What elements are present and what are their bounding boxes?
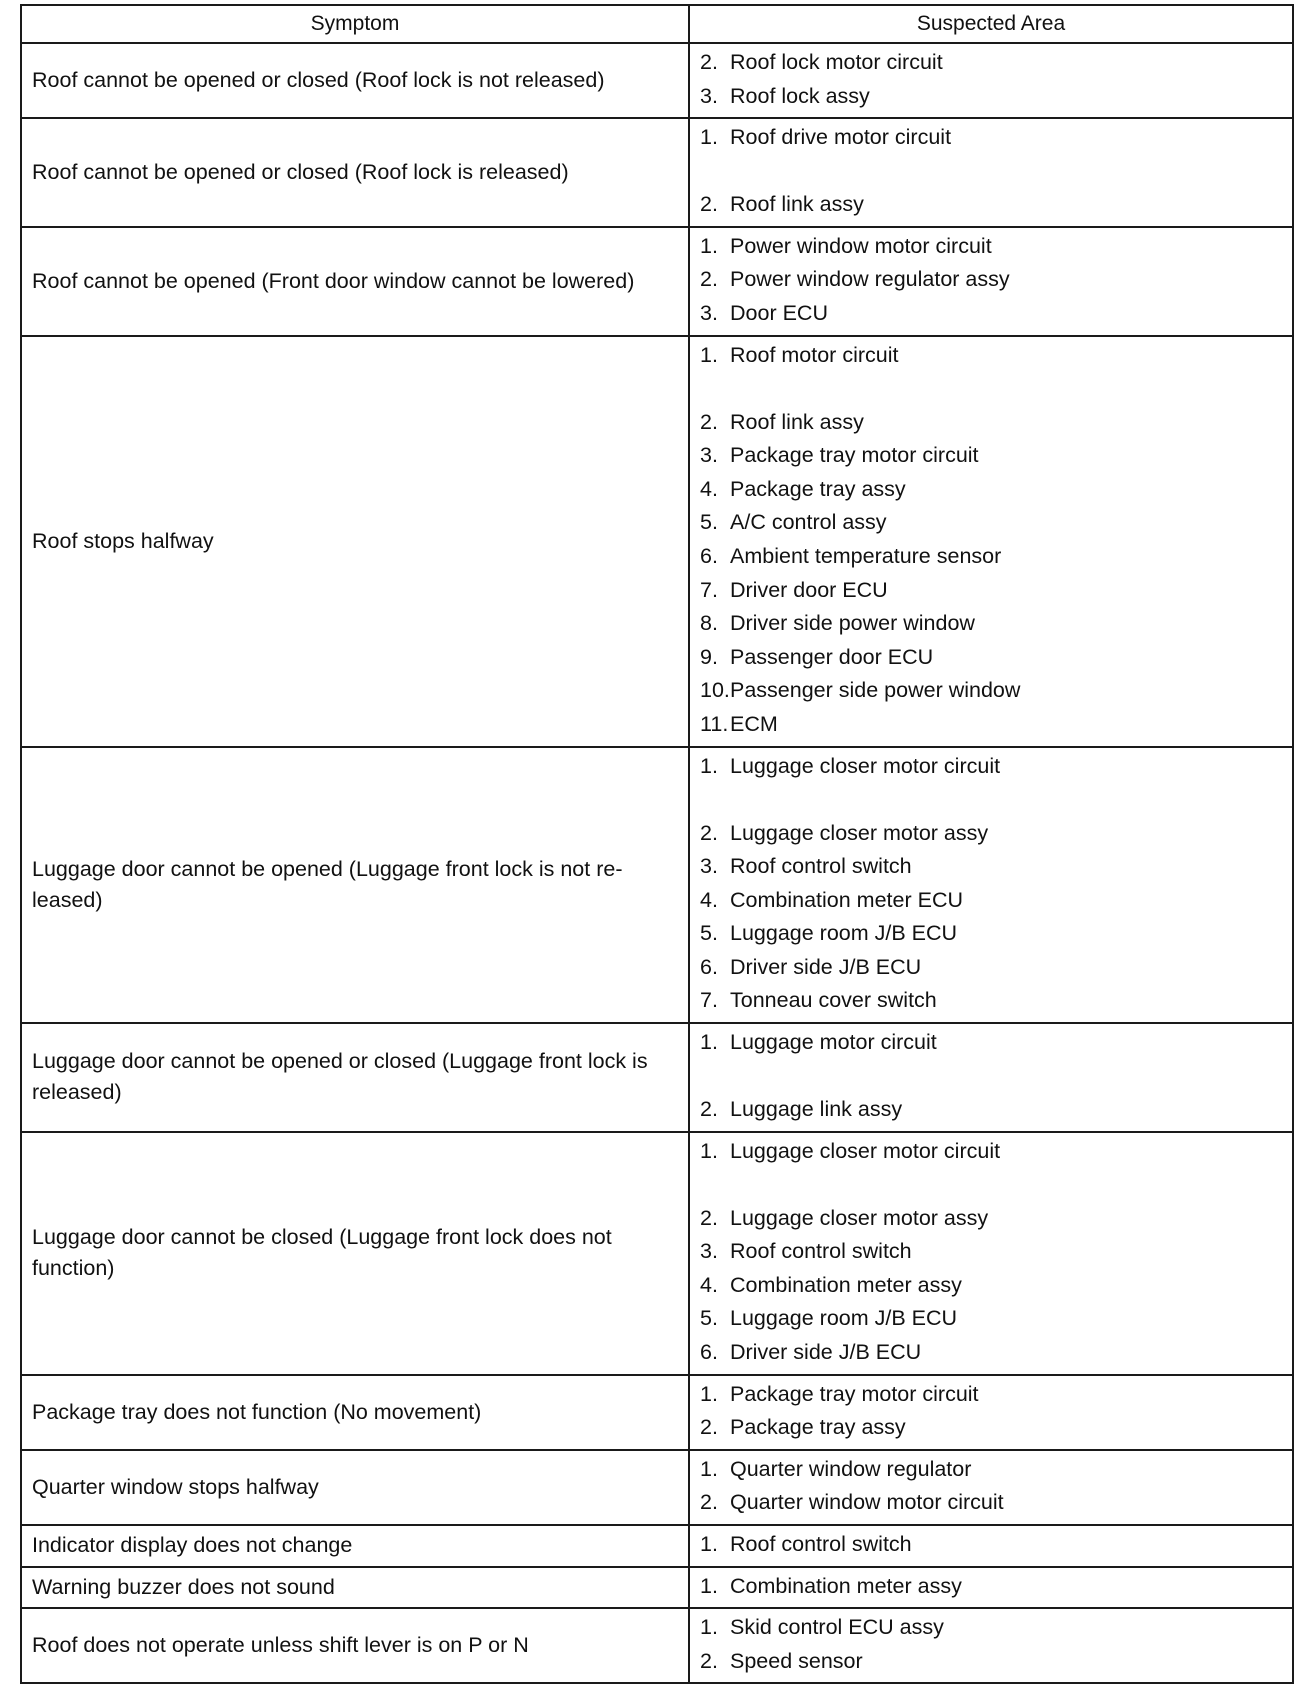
item-number: 3. [700,83,718,108]
item-number: 1. [700,1381,718,1406]
suspected-area-item [690,1269,1292,1303]
table-row [21,118,1293,227]
item-text: Roof link assy [730,192,864,217]
item-text: Passenger side power window [730,678,1021,703]
symptom-cell: Roof stops halfway [21,336,689,747]
table-row [21,336,1293,747]
item-text: Driver door ECU [730,577,888,602]
item-number: 7. [700,988,718,1013]
item-text: Luggage link assy [730,1097,903,1122]
table-body [21,43,1293,1683]
item-number: 6. [700,954,718,979]
item-text: Combination meter assy [730,1272,962,1297]
item-number: 2. [700,50,718,74]
item-text: Tonneau cover switch [730,988,937,1013]
suspected-area-item [690,607,1292,641]
suspected-area-cell [689,747,1293,1024]
item-text: A/C control assy [730,510,887,535]
item-number: 7. [700,577,718,602]
suspected-area-item [690,1336,1292,1370]
item-number: 11. [700,711,729,736]
symptom-cell: Luggage door cannot be opened or closed (Luggage front lock is released) [21,1023,689,1132]
table-row [21,43,1293,118]
suspected-area-cell [689,118,1293,227]
item-number: 2. [700,1097,718,1122]
item-text: Ambient temperature sensor [730,543,1002,568]
suspected-area-cell [689,1132,1293,1375]
suspected-area-item [690,750,1292,817]
item-text: Package tray assy [730,1415,906,1440]
item-text: Power window motor circuit [730,233,992,258]
item-number: 6. [700,1340,718,1365]
item-text: Driver side J/B ECU [730,1340,922,1365]
suspected-area-cell [689,1525,1293,1567]
item-number: 6. [700,543,718,568]
suspected-area-item [690,917,1292,951]
item-text: Quarter window regulator [730,1456,972,1481]
item-text: Luggage room J/B ECU [730,921,958,946]
symptom-table [20,4,1294,1684]
item-text: Luggage motor circuit [730,1030,937,1055]
symptom-cell: Roof cannot be opened or closed (Roof lock is released) [21,118,689,227]
suspected-area-item [690,506,1292,540]
item-number: 1. [700,1532,718,1556]
item-number: 2. [700,1490,718,1515]
suspected-area-item [690,951,1292,985]
suspected-area-item [690,708,1292,742]
suspected-area-cell [689,43,1293,118]
suspected-area-item [690,641,1292,675]
suspected-area-item [690,884,1292,918]
item-number: 1. [700,233,718,258]
suspected-area-item [690,540,1292,574]
symptom-cell: Luggage door cannot be closed (Luggage front lock does not function) [21,1132,689,1375]
symptom-cell: Roof cannot be opened (Front door window cannot be lowered) [21,227,689,336]
suspected-area-cell [689,1023,1293,1132]
item-number: 2. [700,1205,718,1230]
item-text: Roof control switch [730,854,912,879]
symptom-cell: Package tray does not function (No movement) [21,1375,689,1450]
item-number: 5. [700,510,718,535]
item-text: Door ECU [730,300,828,325]
item-text: Roof drive motor circuit [730,125,952,150]
suspected-area-cell [689,227,1293,336]
suspected-area-item [690,297,1292,331]
item-text: Roof link assy [730,409,864,434]
item-text: Roof control switch [730,1532,912,1556]
item-number: 1. [700,1456,718,1481]
suspected-area-cell [689,1375,1293,1450]
item-number: 3. [700,1239,718,1264]
item-number: 2. [700,192,718,217]
item-number: 4. [700,887,718,912]
suspected-area-item [690,1528,1292,1562]
suspected-area-item [690,1570,1292,1604]
suspected-area-cell [689,1450,1293,1525]
suspected-area-item [690,1486,1292,1520]
item-number: 2. [700,267,718,292]
item-number: 1. [700,1138,718,1163]
item-number: 9. [700,644,718,669]
item-number: 2. [700,409,718,434]
item-text: Roof control switch [730,1239,912,1264]
item-text: Luggage room J/B ECU [730,1306,958,1331]
item-text: Package tray motor circuit [730,443,979,468]
item-text: Passenger door ECU [730,644,934,669]
header-symptom: Symptom [21,5,689,43]
table-row [21,747,1293,1024]
header-row [21,5,1293,43]
suspected-area-item [690,1378,1292,1412]
symptom-cell: Roof does not operate unless shift lever is on P or N [21,1608,689,1683]
suspected-area-item [690,817,1292,851]
item-number: 1. [700,1615,718,1640]
symptom-cell: Indicator display does not change [21,1525,689,1567]
symptom-cell: Warning buzzer does not sound [21,1567,689,1609]
table-row [21,1132,1293,1375]
suspected-area-cell [689,336,1293,747]
suspected-area-item [690,1302,1292,1336]
suspected-area-item [690,674,1292,708]
item-number: 1. [700,125,718,150]
table-row [21,1375,1293,1450]
item-text: Luggage closer motor assy [730,1205,989,1230]
suspected-area-item [690,1611,1292,1645]
item-number: 10. [700,678,730,703]
table-row [21,227,1293,336]
item-number: 2. [700,1415,718,1440]
table-row [21,1608,1293,1683]
header-suspected-area: Suspected Area [689,5,1293,43]
item-number: 2. [700,1648,718,1673]
item-text: Luggage closer motor assy [730,820,989,845]
symptom-cell: Quarter window stops halfway [21,1450,689,1525]
suspected-area-item [690,984,1292,1018]
item-number: 3. [700,300,718,325]
item-text: Roof lock motor circuit [730,50,943,74]
item-number: 3. [700,854,718,879]
suspected-area-item [690,473,1292,507]
item-number: 4. [700,1272,718,1297]
suspected-area-item [690,230,1292,264]
suspected-area-item [690,1411,1292,1445]
item-text: Driver side power window [730,611,975,636]
suspected-area-item [690,1235,1292,1269]
suspected-area-item [690,439,1292,473]
item-text: Package tray assy [730,476,906,501]
item-text: Combination meter assy [730,1573,962,1598]
suspected-area-item [690,850,1292,884]
item-text: Speed sensor [730,1648,863,1673]
suspected-area-item [690,188,1292,222]
item-text: Skid control ECU assy [730,1615,944,1640]
suspected-area-cell [689,1567,1293,1609]
suspected-area-item [690,339,1292,406]
item-text: Driver side J/B ECU [730,954,922,979]
suspected-area-item [690,406,1292,440]
item-number: 4. [700,476,718,501]
table-row [21,1567,1293,1609]
item-number: 8. [700,611,718,636]
suspected-area-item [690,1135,1292,1202]
item-number: 5. [700,1306,718,1331]
suspected-area-item [690,1202,1292,1236]
item-text: Luggage closer motor circuit [730,753,1001,778]
item-text: ECM [730,711,778,736]
symptom-cell: Luggage door cannot be opened (Luggage front lock is not re-leased) [21,747,689,1024]
item-text: Package tray motor circuit [730,1381,979,1406]
suspected-area-item [690,121,1292,188]
suspected-area-item [690,574,1292,608]
item-number: 5. [700,921,718,946]
item-number: 1. [700,1573,718,1598]
suspected-area-item [690,263,1292,297]
item-number: 1. [700,342,718,367]
item-text: Luggage closer motor circuit [730,1138,1001,1163]
suspected-area-item [690,46,1292,80]
table-row [21,1023,1293,1132]
item-text: Quarter window motor circuit [730,1490,1004,1515]
table-row [21,1450,1293,1525]
item-text: Combination meter ECU [730,887,964,912]
item-text: Roof lock assy [730,83,870,108]
item-number: 3. [700,443,718,468]
item-text: Roof motor circuit [730,342,899,367]
item-number: 1. [700,1030,718,1055]
table-row [21,1525,1293,1567]
suspected-area-item [690,1645,1292,1679]
item-number: 2. [700,820,718,845]
item-number: 1. [700,753,718,778]
suspected-area-cell [689,1608,1293,1683]
suspected-area-item [690,1026,1292,1093]
suspected-area-item [690,1453,1292,1487]
symptom-cell: Roof cannot be opened or closed (Roof lock is not released) [21,43,689,118]
item-text: Power window regulator assy [730,267,1010,292]
suspected-area-item [690,80,1292,114]
suspected-area-item [690,1093,1292,1127]
